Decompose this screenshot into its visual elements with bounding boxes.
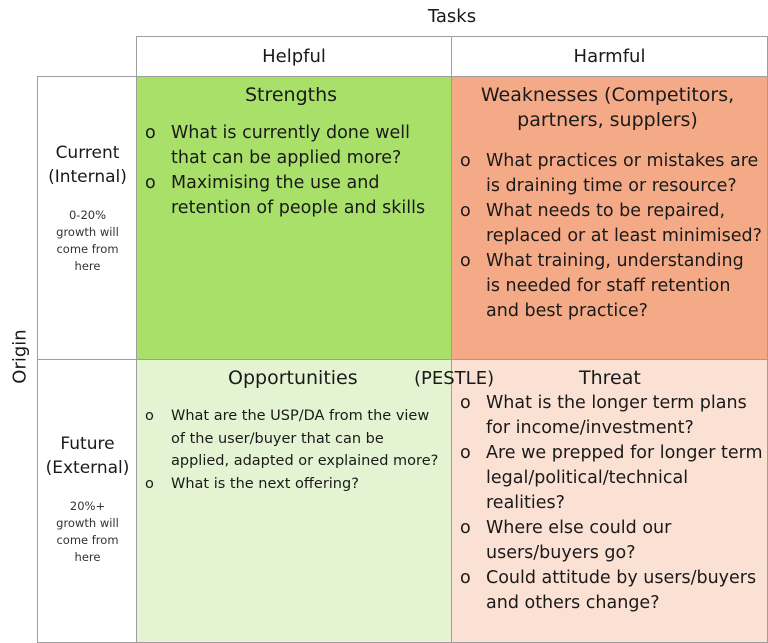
list-item	[452, 249, 763, 324]
column-header-label: Helpful	[262, 46, 326, 67]
row-header-subtitle: (External)	[45, 458, 130, 478]
strengths-list	[137, 121, 445, 221]
list-item-text: What are the USP/DA from the view of the user/buyer that can be applied, adapted or explained more?	[171, 408, 439, 469]
opportunities-list	[137, 405, 443, 495]
list-item-text: Could attitude by users/buyers and others change?	[486, 568, 757, 613]
threat-quadrant	[451, 359, 768, 643]
bullet-icon: o	[460, 251, 471, 271]
weaknesses-list	[452, 149, 763, 324]
list-item-text: Maximising the use and retention of people and skills	[171, 173, 426, 218]
strengths-quadrant	[136, 76, 452, 360]
quadrant-title: Weaknesses (Competitors, partners, supplers)	[480, 84, 735, 131]
origin-axis-title: Origin	[9, 329, 31, 384]
pestle-label: (PESTLE)	[414, 368, 495, 389]
row-header-title: Current	[55, 143, 120, 163]
bullet-icon: o	[460, 393, 471, 413]
column-header-helpful	[136, 36, 452, 76]
quadrant-title: Strengths	[244, 84, 338, 106]
tasks-axis-title: Tasks	[427, 6, 477, 27]
quadrant-title: Opportunities	[228, 367, 358, 389]
row-header-note: 0-20% growth will come from here	[56, 208, 119, 273]
list-item-text: Are we prepped for longer term legal/political/technical realities?	[486, 443, 763, 513]
bullet-icon: o	[145, 123, 156, 143]
bullet-icon: o	[460, 518, 471, 538]
row-header-subtitle: (Internal)	[48, 167, 127, 187]
list-item	[452, 441, 763, 516]
list-item-text: What is currently done well that can be applied more?	[171, 123, 411, 168]
list-item-text: What is the longer term plans for income/investment?	[486, 393, 747, 438]
row-header-current	[37, 76, 137, 360]
list-item	[452, 149, 763, 199]
list-item-text: What needs to be repaired, replaced or at least minimised?	[486, 201, 762, 246]
opportunities-quadrant	[136, 359, 452, 643]
list-item	[137, 121, 445, 171]
list-item	[452, 566, 763, 616]
bullet-icon: o	[145, 173, 156, 193]
column-header-harmful	[451, 36, 768, 76]
list-item	[137, 171, 445, 221]
weaknesses-quadrant	[451, 76, 768, 360]
list-item	[452, 199, 763, 249]
list-item	[137, 473, 443, 496]
column-header-label: Harmful	[573, 46, 646, 67]
bullet-icon: o	[145, 408, 154, 424]
list-item	[137, 405, 443, 473]
threat-list	[452, 391, 763, 616]
bullet-icon: o	[460, 443, 471, 463]
list-item-text: What is the next offering?	[171, 475, 359, 492]
list-item	[452, 516, 763, 566]
list-item-text: What training, understanding is needed for staff retention and best practice?	[486, 251, 744, 321]
bullet-icon: o	[145, 475, 154, 492]
list-item	[452, 391, 763, 441]
quadrant-title: Threat	[579, 367, 641, 389]
bullet-icon: o	[460, 568, 471, 588]
list-item-text: What practices or mistakes are is draining time or resource?	[486, 151, 759, 196]
row-header-note: 20%+ growth will come from here	[56, 499, 119, 564]
bullet-icon: o	[460, 201, 471, 221]
list-item-text: Where else could our users/buyers go?	[486, 518, 672, 563]
row-header-title: Future	[60, 434, 115, 454]
bullet-icon: o	[460, 151, 471, 171]
row-header-future	[37, 359, 137, 643]
